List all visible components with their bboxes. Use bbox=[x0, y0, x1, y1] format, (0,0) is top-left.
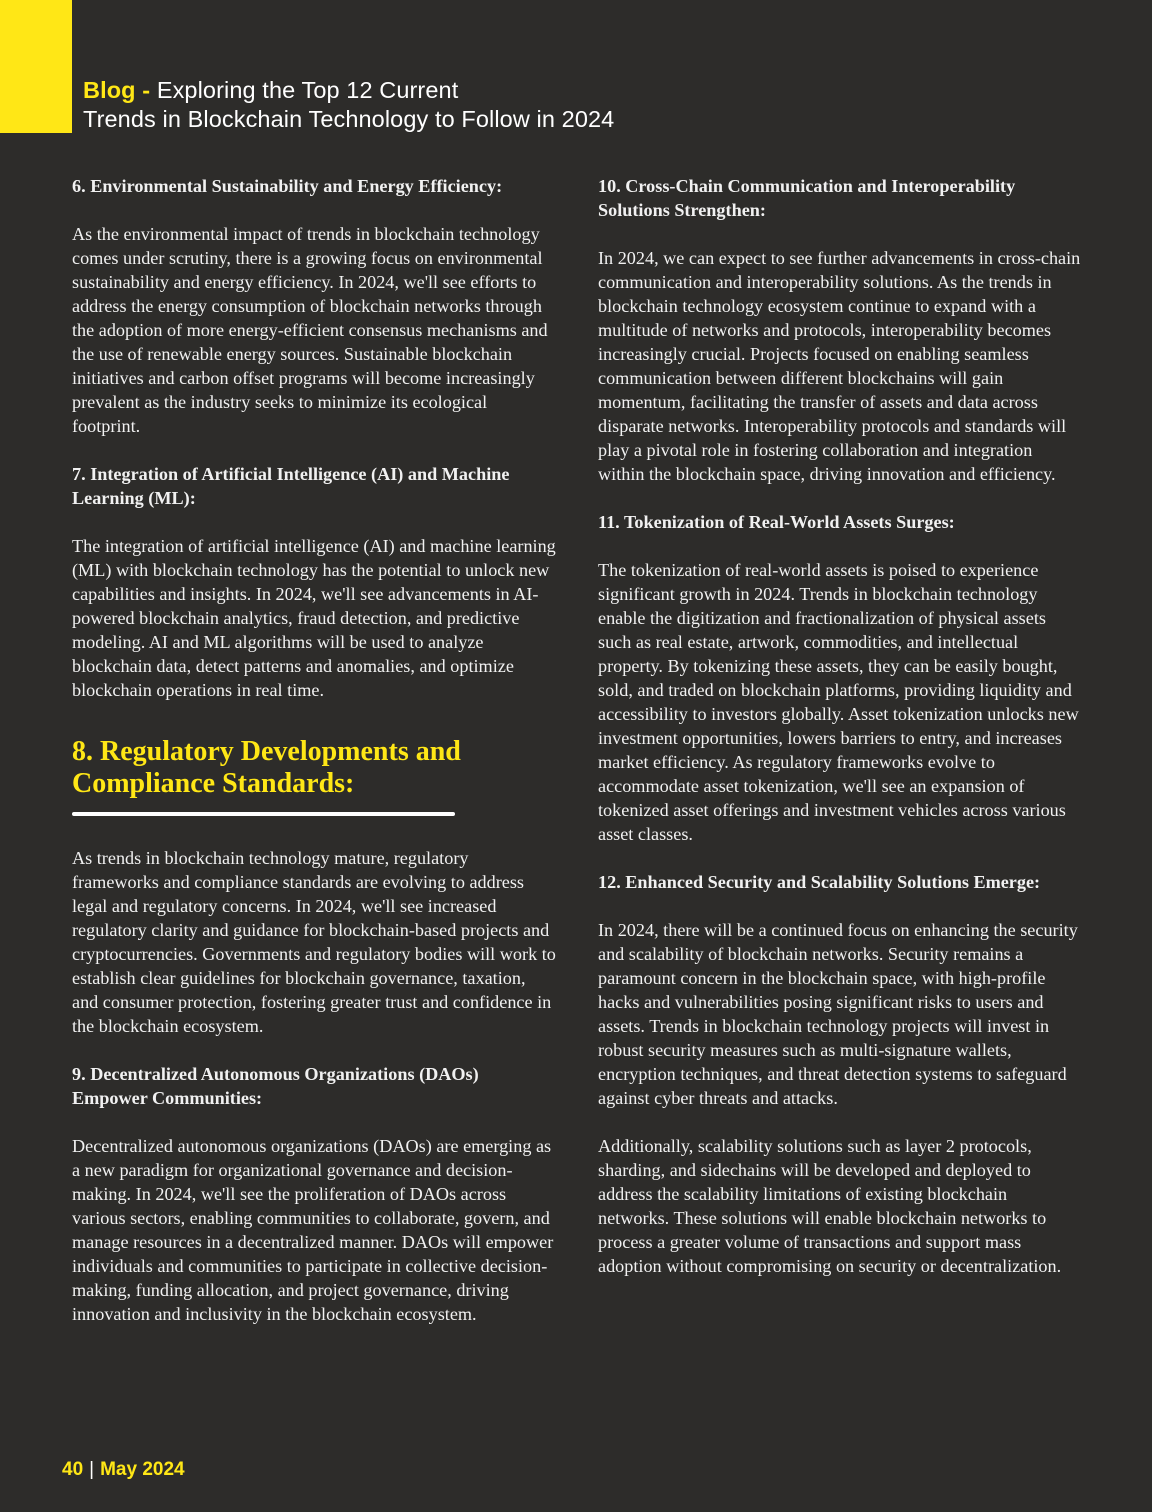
section-12-heading: 12. Enhanced Security and Scalability Solutions Emerge: bbox=[598, 872, 1041, 892]
page-number: 40 bbox=[62, 1459, 84, 1480]
section-6-body: As the environmental impact of trends in blockchain technology comes under scrutiny, there is a growing focus on environmental sustainability and energy efficiency. In 2024, we'll see efforts to address the energy consumption of blockchain networks through the adoption of more energy-efficient consensus mechanisms and the use of renewable energy sources. Sustainable blockchain initiatives and carbon offset programs will become increasingly prevalent as the industry seeks to minimize its ecological footprint. bbox=[72, 224, 548, 436]
section-8-heading-line-2: Compliance Standards: bbox=[72, 768, 355, 799]
section-11-body: The tokenization of real-world assets is poised to experience significant growth in 2024. Trends in blockchain technology enable the digitization and fractionalization of physical assets such as real estate, artwork, commodities, and intellectual property. By tokenizing these assets, they can be easily bought, sold, and traded on blockchain platforms, providing liquidity and accessibility to investors globally. Asset tokenization unlocks new investment opportunities, lowers barriers to entry, and increases market efficiency. As regulatory frameworks evolve to accommodate asset tokenization, we'll see an expansion of tokenized asset offerings and investment vehicles across various asset classes. bbox=[598, 560, 1079, 844]
section-8-body: As trends in blockchain technology mature, regulatory frameworks and compliance standards are evolving to address legal and regulatory concerns. In 2024, we'll see increased regulatory clarity and guidance for blockchain-based projects and cryptocurrencies. Governments and regulatory bodies will work to establish clear guidelines for blockchain governance, taxation, and consumer protection, fostering greater trust and confidence in the blockchain ecosystem. bbox=[72, 848, 556, 1036]
section-11-heading: 11. Tokenization of Real-World Assets Surges: bbox=[598, 512, 955, 532]
section-9-heading: 9. Decentralized Autonomous Organizations (DAOs) Empower Communities: bbox=[72, 1064, 479, 1108]
page-footer bbox=[62, 1459, 185, 1481]
page-header bbox=[83, 76, 614, 134]
section-7-heading: 7. Integration of Artificial Intelligence (AI) and Machine Learning (ML): bbox=[72, 464, 510, 508]
section-8-underline bbox=[72, 812, 455, 816]
header-line-1 bbox=[83, 76, 614, 105]
right-column bbox=[598, 174, 1082, 1302]
section-8-heading bbox=[72, 736, 556, 800]
section-10-heading: 10. Cross-Chain Communication and Interoperability Solutions Strengthen: bbox=[598, 176, 1016, 220]
blog-label: Blog - bbox=[83, 77, 151, 103]
section-10-body: In 2024, we can expect to see further advancements in cross-chain communication and interoperability solutions. As the trends in blockchain technology ecosystem continue to expand with a multitude of networks and protocols, interoperability becomes increasingly crucial. Projects focused on enabling seamless communication between different blockchains will gain momentum, facilitating the transfer of assets and data across disparate networks. Interoperability protocols and standards will play a pivotal role in fostering collaboration and integration within the blockchain space, driving innovation and efficiency. bbox=[598, 248, 1081, 484]
title-line-2: Trends in Blockchain Technology to Follow in 2024 bbox=[83, 106, 615, 132]
left-column-top bbox=[72, 174, 556, 726]
footer-separator: | bbox=[89, 1459, 95, 1480]
section-12-body-1: In 2024, there will be a continued focus on enhancing the security and scalability of blockchain networks. Security remains a paramount concern in the blockchain space, with high-profile hacks and vulnerabilities posing significant risks to users and assets. Trends in blockchain technology projects will invest in robust security measures such as multi-signature wallets, encryption techniques, and threat detection systems to safeguard against cyber threats and attacks. bbox=[598, 920, 1078, 1108]
issue-date: May 2024 bbox=[100, 1459, 185, 1480]
section-6-heading: 6. Environmental Sustainability and Energy Efficiency: bbox=[72, 176, 503, 196]
section-7-body: The integration of artificial intelligence (AI) and machine learning (ML) with blockchain technology has the potential to unlock new capabilities and insights. In 2024, we'll see advancements in AI-powered blockchain analytics, fraud detection, and predictive modeling. AI and ML algorithms will be used to analyze blockchain data, detect patterns and anomalies, and optimize blockchain operations in real time. bbox=[72, 536, 556, 700]
yellow-accent-bar bbox=[0, 0, 72, 133]
section-9-body: Decentralized autonomous organizations (DAOs) are emerging as a new paradigm for organizational governance and decision-making. In 2024, we'll see the proliferation of DAOs across various sectors, enabling communities to collaborate, govern, and manage resources in a decentralized manner. DAOs will empower individuals and communities to participate in collective decision-making, funding allocation, and project governance, driving innovation and inclusivity in the blockchain ecosystem. bbox=[72, 1136, 554, 1324]
title-line-1: Exploring the Top 12 Current bbox=[156, 77, 459, 103]
section-12-body-2: Additionally, scalability solutions such as layer 2 protocols, sharding, and sidechains will be developed and deployed to address the scalability limitations of existing blockchain networks. These solutions will enable blockchain networks to process a greater volume of transactions and support mass adoption without compromising on security or decentralization. bbox=[598, 1136, 1062, 1276]
left-column-bottom bbox=[72, 846, 556, 1350]
section-8-heading-line-1: 8. Regulatory Developments and bbox=[72, 736, 461, 767]
